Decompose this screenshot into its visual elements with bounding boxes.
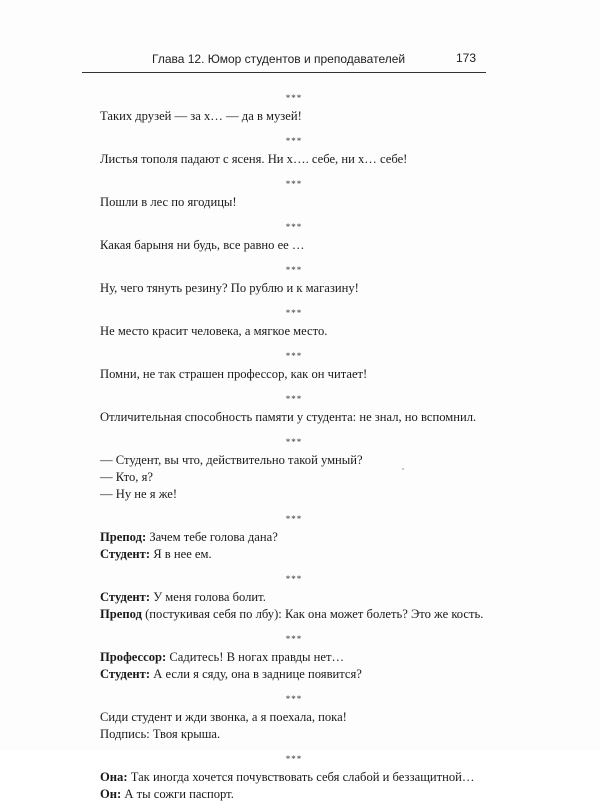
speech-text: Садитесь! В ногах правды нет… bbox=[169, 650, 345, 664]
separator: *** bbox=[285, 308, 303, 318]
speaker-label: Студент: bbox=[100, 547, 151, 561]
text-line: Листья тополя падают с ясеня. Ни х…. себе, ни х… себе! bbox=[100, 152, 408, 166]
separator: *** bbox=[285, 136, 303, 146]
dialogue-line: — Студент, вы что, действительно такой умный? bbox=[100, 453, 363, 467]
speaker-label: Он: bbox=[100, 787, 122, 801]
speech-text: Так иногда хочется почувствовать себя слабой и беззащитной… bbox=[130, 770, 475, 784]
text-line: Пошли в лес по ягодицы! bbox=[100, 195, 237, 209]
dialogue-line bbox=[100, 786, 488, 803]
speech-text: А если я сяду, она в заднице появится? bbox=[153, 667, 362, 681]
speaker-label: Препод bbox=[100, 607, 142, 621]
text-line: Не место красит человека, а мягкое место. bbox=[100, 324, 328, 338]
speech-text: Я в нее ем. bbox=[153, 547, 212, 561]
text-line: Сиди студент и жди звонка, а я поехала, пока! bbox=[100, 710, 347, 724]
separator: *** bbox=[285, 93, 303, 103]
separator: *** bbox=[285, 574, 303, 584]
page-number: 173 bbox=[455, 51, 476, 65]
dialogue-line bbox=[100, 769, 488, 786]
separator: *** bbox=[285, 754, 303, 764]
text-line: Помни, не так страшен профессор, как он читает! bbox=[100, 367, 368, 381]
speaker-label: Она: bbox=[100, 770, 128, 784]
dialogue-line bbox=[100, 589, 488, 606]
separator: *** bbox=[285, 634, 303, 644]
dialogue-line: — Кто, я? bbox=[100, 470, 153, 484]
speech-text: У меня голова болит. bbox=[153, 590, 266, 604]
text-line: Какая барыня ни будь, все равно ее … bbox=[100, 238, 305, 252]
dialogue-line bbox=[100, 529, 488, 546]
dialogue-line bbox=[100, 606, 488, 623]
running-header bbox=[82, 50, 486, 73]
speech-text: Зачем тебе голова дана? bbox=[149, 530, 278, 544]
separator: *** bbox=[285, 394, 303, 404]
separator: *** bbox=[285, 694, 303, 704]
speaker-label: Профессор: bbox=[100, 650, 167, 664]
separator: *** bbox=[285, 351, 303, 361]
speaker-label: Студент: bbox=[100, 667, 151, 681]
separator: *** bbox=[285, 222, 303, 232]
chapter-title: Глава 12. Юмор студентов и преподавателей bbox=[152, 52, 406, 66]
speech-text: А ты сожги паспорт. bbox=[124, 787, 234, 801]
page-body bbox=[100, 82, 488, 803]
text-line: Подпись: Твоя крыша. bbox=[100, 727, 221, 741]
speech-text: (постукивая себя по лбу): Как она может болеть? Это же кость. bbox=[145, 607, 484, 621]
dialogue-line bbox=[100, 649, 488, 666]
separator: *** bbox=[285, 514, 303, 524]
speaker-label: Студент: bbox=[100, 590, 151, 604]
text-line: Таких друзей — за х… — да в музей! bbox=[100, 109, 302, 123]
text-line: Ну, чего тянуть резину? По рублю и к магазину! bbox=[100, 281, 359, 295]
speaker-label: Препод: bbox=[100, 530, 147, 544]
dialogue-line bbox=[100, 546, 488, 563]
separator: *** bbox=[285, 437, 303, 447]
dialogue-line: — Ну не я же! bbox=[100, 487, 178, 501]
dialogue-line bbox=[100, 666, 488, 683]
print-speck bbox=[402, 468, 404, 470]
separator: *** bbox=[285, 179, 303, 189]
separator: *** bbox=[285, 265, 303, 275]
text-line: Отличительная способность памяти у студента: не знал, но вспомнил. bbox=[100, 410, 477, 424]
